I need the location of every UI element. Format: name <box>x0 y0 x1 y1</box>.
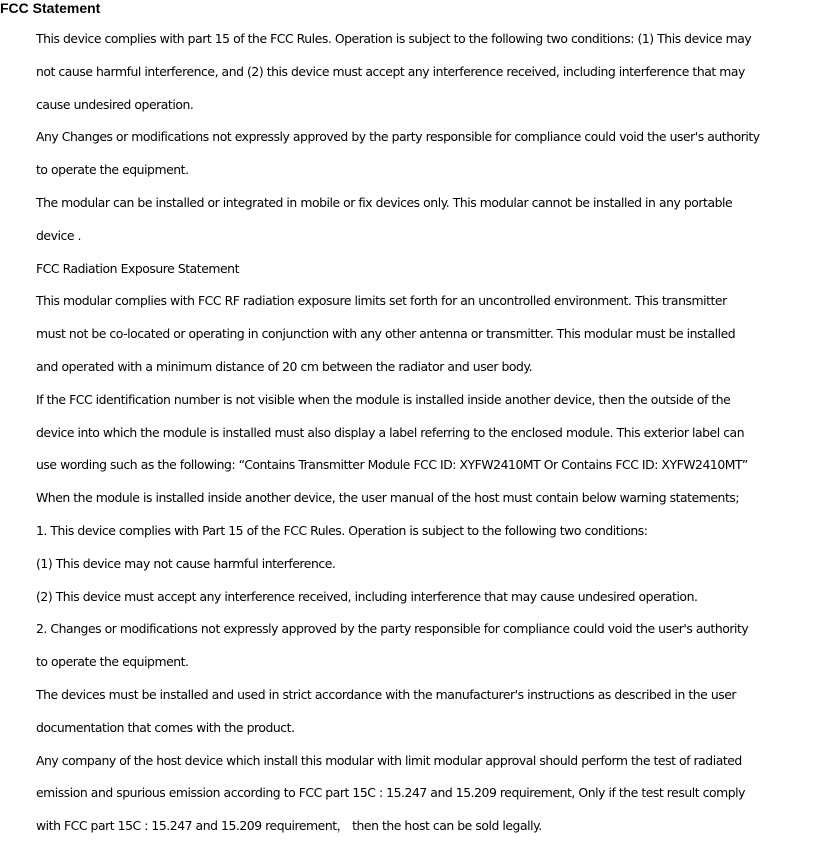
text-line: 1. This device complies with Part 15 of the FCC Rules. Operation is subject to the following two conditions: <box>36 522 648 538</box>
text-line: documentation that comes with the product. <box>36 719 295 735</box>
text-line: This device complies with part 15 of the FCC Rules. Operation is subject to the following two conditions: (1) This device may <box>36 31 752 46</box>
text-line: to operate the equipment. <box>36 162 189 178</box>
text-line: use wording such as the following: “Contains Transmitter Module FCC ID: XYFW2410MT Or Contains FCC ID: XYFW2410MT” <box>36 457 748 473</box>
subheading-line: FCC Radiation Exposure Statement <box>36 260 239 276</box>
text-line: If the FCC identification number is not visible when the module is installed inside another device, then the outside of the <box>36 391 731 407</box>
text-line: The modular can be installed or integrated in mobile or fix devices only. This modular cannot be installed in any portable <box>36 194 733 210</box>
text-line: cause undesired operation. <box>36 96 194 112</box>
text-line: emission and spurious emission according to FCC part 15C : 15.247 and 15.209 requirement, Only if the test result comply <box>36 785 746 801</box>
text-line: The devices must be installed and used in strict accordance with the manufacturer's instructions as described in the user <box>36 686 737 702</box>
text-line: (1) This device may not cause harmful interference. <box>36 555 336 571</box>
text-line: and operated with a minimum distance of 20 cm between the radiator and user body. <box>36 358 533 374</box>
text-line: must not be co-located or operating in conjunction with any other antenna or transmitter. This modular must be installed <box>36 326 736 342</box>
text-line: 2. Changes or modifications not expressly approved by the party responsible for compliance could void the user's authority <box>36 621 749 637</box>
text-line: with FCC part 15C : 15.247 and 15.209 requirement， then the host can be sold legally. <box>36 818 542 834</box>
text-line: This modular complies with FCC RF radiation exposure limits set forth for an uncontrolled environment. This transmitter <box>36 293 727 309</box>
text-line: device into which the module is installed must also display a label referring to the enclosed module. This exterior label can <box>36 424 745 440</box>
statement-body <box>36 23 826 843</box>
document-heading: FCC Statement <box>0 0 101 16</box>
text-line: not cause harmful interference, and (2) this device must accept any interference received, including interference that may <box>36 63 745 79</box>
text-line: to operate the equipment. <box>36 654 189 670</box>
text-line: When the module is installed inside another device, the user manual of the host must contain below warning statements; <box>36 490 740 506</box>
text-line: Any Changes or modifications not expressly approved by the party responsible for compliance could void the user's authority <box>36 129 760 145</box>
text-line: (2) This device must accept any interference received, including interference that may cause undesired operation. <box>36 588 698 604</box>
text-line: Any company of the host device which install this modular with limit modular approval should perform the test of radiated <box>36 752 742 768</box>
text-line: device . <box>36 227 81 243</box>
